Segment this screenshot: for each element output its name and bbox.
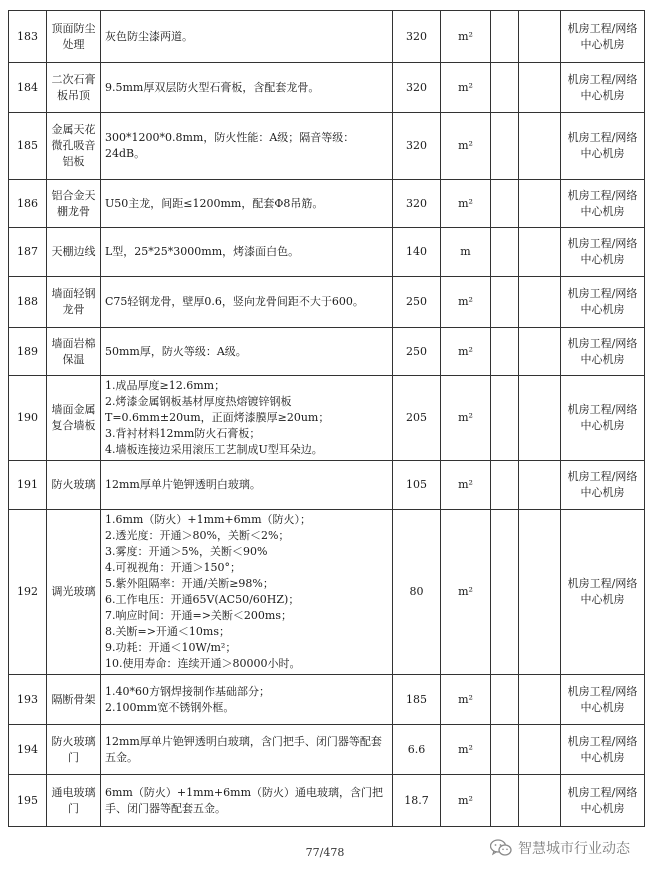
description-line: 7.响应时间：开通=>关断＜200ms； (105, 609, 292, 622)
description-line: C75轻钢龙骨，壁厚0.6，竖向龙骨间距不大于600。 (105, 295, 364, 308)
watermark (490, 838, 630, 858)
description-line: 12mm厚单片铯钾透明白玻璃，含门把手、闭门器等配套五金。 (105, 734, 382, 764)
description-line: 5.紫外阻隔率：开通/关断≥98%； (105, 577, 274, 590)
empty-cell (519, 376, 561, 461)
row-number: 190 (9, 376, 47, 461)
item-description (101, 113, 393, 180)
item-description (101, 180, 393, 228)
item-unit: m² (441, 376, 491, 461)
table-row (9, 725, 645, 775)
empty-cell (491, 113, 519, 180)
table-row (9, 11, 645, 63)
description-line: 3.背衬材料12mm防火石膏板； (105, 427, 261, 440)
item-description (101, 725, 393, 775)
empty-cell (491, 675, 519, 725)
item-unit: m (441, 228, 491, 277)
item-note: 机房工程/网络中心机房 (561, 180, 645, 228)
empty-cell (519, 113, 561, 180)
row-number: 193 (9, 675, 47, 725)
item-name: 金属天花微孔吸音铝板 (47, 113, 101, 180)
item-quantity: 140 (393, 228, 441, 277)
row-number: 195 (9, 775, 47, 827)
item-description (101, 228, 393, 277)
description-line: L型，25*25*3000mm，烤漆面白色。 (105, 245, 300, 258)
table-row (9, 277, 645, 328)
item-unit: m² (441, 63, 491, 113)
item-unit: m² (441, 113, 491, 180)
item-unit: m² (441, 180, 491, 228)
item-name: 铝合金天棚龙骨 (47, 180, 101, 228)
page-number: 77/478 (305, 846, 345, 859)
empty-cell (519, 775, 561, 827)
item-note: 机房工程/网络中心机房 (561, 376, 645, 461)
empty-cell (491, 510, 519, 675)
description-line: 2.烤漆金属钢板基材厚度热熔镀锌钢板T=0.6mm±20um，正面烤漆膜厚≥20um； (105, 395, 330, 424)
table-row (9, 461, 645, 510)
item-note: 机房工程/网络中心机房 (561, 63, 645, 113)
empty-cell (491, 775, 519, 827)
item-description (101, 277, 393, 328)
description-line: 1.成品厚度≥12.6mm； (105, 379, 226, 392)
empty-cell (519, 461, 561, 510)
item-name: 防火玻璃门 (47, 725, 101, 775)
item-description (101, 775, 393, 827)
item-name: 通电玻璃门 (47, 775, 101, 827)
description-line: 3.雾度：开通＞5%，关断＜90% (105, 545, 268, 558)
description-line: 9.5mm厚双层防火型石膏板，含配套龙骨。 (105, 80, 320, 94)
description-line: 10.使用寿命：连续开通＞80000小时。 (105, 657, 301, 670)
spec-table (8, 10, 645, 827)
item-unit: m² (441, 461, 491, 510)
row-number: 184 (9, 63, 47, 113)
row-number: 192 (9, 510, 47, 675)
item-description (101, 510, 393, 675)
empty-cell (519, 277, 561, 328)
empty-cell (491, 461, 519, 510)
description-line: 2.100mm宽不锈钢外框。 (105, 700, 235, 714)
item-unit: m² (441, 510, 491, 675)
empty-cell (519, 63, 561, 113)
empty-cell (519, 510, 561, 675)
empty-cell (491, 180, 519, 228)
description-line: 1.40*60方钢焊接制作基础部分； (105, 684, 270, 698)
item-quantity: 320 (393, 11, 441, 63)
item-quantity: 250 (393, 277, 441, 328)
description-line: 300*1200*0.8mm，防火性能：A级；隔音等级：24dB。 (105, 131, 355, 160)
description-line: 4.可视视角：开通＞150°； (105, 561, 241, 574)
item-name: 墙面岩棉保温 (47, 328, 101, 376)
empty-cell (519, 725, 561, 775)
empty-cell (519, 180, 561, 228)
empty-cell (519, 228, 561, 277)
item-note: 机房工程/网络中心机房 (561, 510, 645, 675)
item-name: 墙面金属复合墙板 (47, 376, 101, 461)
item-unit: m² (441, 775, 491, 827)
item-name: 隔断骨架 (47, 675, 101, 725)
table-row (9, 180, 645, 228)
description-line: 6mm（防火）+1mm+6mm（防火）通电玻璃，含门把手、闭门器等配套五金。 (105, 785, 384, 815)
empty-cell (491, 228, 519, 277)
item-note: 机房工程/网络中心机房 (561, 675, 645, 725)
item-name: 天棚边线 (47, 228, 101, 277)
item-unit: m² (441, 675, 491, 725)
empty-cell (491, 328, 519, 376)
empty-cell (519, 11, 561, 63)
row-number: 194 (9, 725, 47, 775)
row-number: 191 (9, 461, 47, 510)
item-description (101, 11, 393, 63)
item-note: 机房工程/网络中心机房 (561, 11, 645, 63)
item-name: 二次石膏板吊顶 (47, 63, 101, 113)
item-quantity: 320 (393, 113, 441, 180)
description-line: 1.6mm（防火）+1mm+6mm（防火）； (105, 513, 312, 526)
item-description (101, 461, 393, 510)
item-quantity: 185 (393, 675, 441, 725)
description-line: 2.透光度：开通＞80%，关断＜2%； (105, 529, 290, 542)
table-row (9, 328, 645, 376)
item-note: 机房工程/网络中心机房 (561, 113, 645, 180)
item-quantity: 18.7 (393, 775, 441, 827)
row-number: 183 (9, 11, 47, 63)
item-name: 顶面防尘处理 (47, 11, 101, 63)
empty-cell (491, 63, 519, 113)
empty-cell (491, 376, 519, 461)
item-note: 机房工程/网络中心机房 (561, 228, 645, 277)
item-description (101, 63, 393, 113)
item-note: 机房工程/网络中心机房 (561, 775, 645, 827)
item-quantity: 250 (393, 328, 441, 376)
watermark-text: 智慧城市行业动态 (518, 841, 630, 857)
description-line: 灰色防尘漆两道。 (105, 29, 193, 43)
item-description (101, 328, 393, 376)
description-line: 50mm厚，防火等级：A级。 (105, 344, 247, 358)
item-note: 机房工程/网络中心机房 (561, 277, 645, 328)
item-quantity: 80 (393, 510, 441, 675)
table-row (9, 510, 645, 675)
description-line: U50主龙，间距≤1200mm，配套Φ8吊筋。 (105, 196, 324, 210)
item-quantity: 6.6 (393, 725, 441, 775)
description-line: 12mm厚单片铯钾透明白玻璃。 (105, 478, 261, 491)
wechat-icon (490, 839, 512, 857)
item-note: 机房工程/网络中心机房 (561, 461, 645, 510)
description-line: 8.关断=>开通＜10ms； (105, 625, 231, 638)
item-description (101, 376, 393, 461)
item-name: 防火玻璃 (47, 461, 101, 510)
item-description (101, 675, 393, 725)
item-quantity: 205 (393, 376, 441, 461)
description-line: 4.墙板连接边采用滚压工艺制成U型耳朵边。 (105, 443, 323, 456)
row-number: 186 (9, 180, 47, 228)
empty-cell (491, 725, 519, 775)
item-quantity: 105 (393, 461, 441, 510)
description-line: 9.功耗：开通＜10W/m²； (105, 641, 237, 654)
item-note: 机房工程/网络中心机房 (561, 725, 645, 775)
item-note: 机房工程/网络中心机房 (561, 328, 645, 376)
row-number: 185 (9, 113, 47, 180)
item-unit: m² (441, 11, 491, 63)
empty-cell (491, 277, 519, 328)
table-row (9, 113, 645, 180)
item-unit: m² (441, 725, 491, 775)
item-quantity: 320 (393, 63, 441, 113)
item-unit: m² (441, 277, 491, 328)
row-number: 189 (9, 328, 47, 376)
description-line: 6.工作电压：开通65V(AC50/60HZ)； (105, 593, 300, 606)
empty-cell (519, 328, 561, 376)
table-row (9, 775, 645, 827)
table-row (9, 376, 645, 461)
item-name: 调光玻璃 (47, 510, 101, 675)
empty-cell (519, 675, 561, 725)
empty-cell (491, 11, 519, 63)
item-unit: m² (441, 328, 491, 376)
table-row (9, 675, 645, 725)
table-row (9, 228, 645, 277)
table-row (9, 63, 645, 113)
row-number: 187 (9, 228, 47, 277)
row-number: 188 (9, 277, 47, 328)
item-quantity: 320 (393, 180, 441, 228)
item-name: 墙面轻钢龙骨 (47, 277, 101, 328)
